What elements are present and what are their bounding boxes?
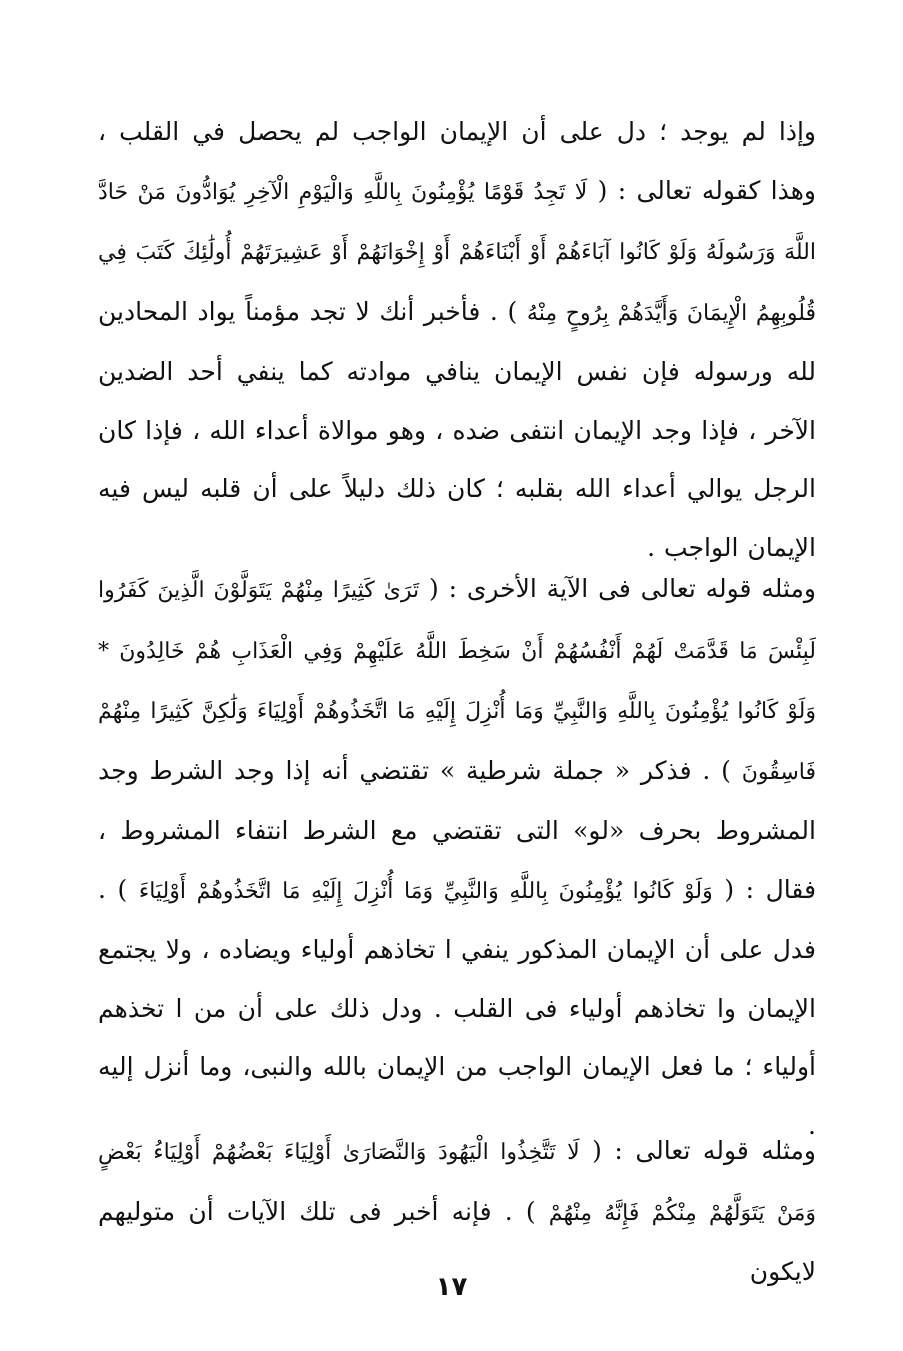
paragraph-2-text-middle: ) . فذكر « جملة شرطية » تقتضي أنه إذا وجد الشرط وجد المشروط بحرف «لو» التى تقتضي مع الشرط انتفاء المشروط ، فقال : (: [98, 755, 817, 904]
paragraph-3-text-after: ) . فإنه أخبر فى تلك الآيات أن متوليهم لايكون: [98, 1196, 816, 1286]
page-number: ١٧: [435, 1272, 468, 1302]
paragraph-2: [98, 560, 816, 1155]
paragraph-3-quran-verse: لَا تَتَّخِذُوا الْيَهُودَ وَالنَّصَارَىٰ أَوْلِيَاءَ بَعْضُهُمْ أَوْلِيَاءُ بَعْضٍ وَمَنْ يَتَوَلَّهُمْ مِنْكُمْ فَإِنَّهُ مِنْهُمْ: [98, 1140, 816, 1226]
paragraph-1: [98, 103, 816, 577]
paragraph-1-quran-verse: لَا تَجِدُ قَوْمًا يُؤْمِنُونَ بِاللَّهِ وَالْيَوْمِ الْآخِرِ يُوَادُّونَ مَنْ حَادَّ اللَّهَ وَرَسُولَهُ وَلَوْ كَانُوا آبَاءَهُمْ أَوْ أَبْنَاءَهُمْ أَوْ إِخْوَانَهُمْ أَوْ عَشِيرَتَهُمْ أُولَٰئِكَ كَتَبَ فِي قُلُوبِهِمُ الْإِيمَانَ وَأَيَّدَهُمْ بِرُوحٍ مِنْهُ: [98, 179, 817, 326]
paragraph-1-text-before: وإذا لم يوجد ؛ دل على أن الإيمان الواجب لم يحصل في القلب ، وهذا كقوله تعالى : (: [98, 117, 817, 205]
paragraph-2-quran-verse-2: وَلَوْ كَانُوا يُؤْمِنُونَ بِاللَّهِ وَالنَّبِيِّ وَمَا أُنْزِلَ إِلَيْهِ مَا اتَّخَذُوهُمْ أَوْلِيَاءَ: [138, 878, 713, 904]
paragraph-3-text-before: ومثله قوله تعالى : (: [592, 1136, 817, 1165]
paragraph-2-quran-verse: تَرَىٰ كَثِيرًا مِنْهُمْ يَتَوَلَّوْنَ الَّذِينَ كَفَرُوا لَبِئْسَ مَا قَدَّمَتْ لَهُمْ أَنْفُسُهُمْ أَنْ سَخِطَ اللَّهُ عَلَيْهِمْ وَفِي الْعَذَابِ هُمْ خَالِدُونَ * وَلَوْ كَانُوا يُؤْمِنُونَ بِاللَّهِ وَالنَّبِيِّ وَمَا أُنْزِلَ إِلَيْهِ مَا اتَّخَذُوهُمْ أَوْلِيَاءَ وَلَٰكِنَّ كَثِيرًا مِنْهُمْ فَاسِقُونَ: [98, 578, 817, 785]
paragraph-2-text-after: ) . فدل على أن الإيمان المذكور ينفي ا تخاذهم أولياء ويضاده ، ولا يجتمع الإيمان وا تخاذهم أولياء فى القلب . ودل ذلك على أن من ا تخذهم أولياء ؛ ما فعل الإيمان الواجب من الإيمان بالله والنبى، وما أنزل إليه .: [98, 874, 816, 1140]
paragraph-1-text-after: ) . فأخبر أنك لا تجد مؤمناً يواد المحادين لله ورسوله فإن نفس الإيمان ينافي موادته كما ينفي أحد الضدين الآخر ، فإذا وجد الإيمان انتفى ضده ، وهو موالاة أعداء الله ، فإذا كان الرجل يوالي أعداء الله بقلبه ؛ كان ذلك دليلاً على أن قلبه ليس فيه الإيمان الواجب .: [98, 296, 816, 562]
paragraph-2-text-before: ومثله قوله تعالى فى الآية الأخرى : (: [428, 574, 817, 603]
